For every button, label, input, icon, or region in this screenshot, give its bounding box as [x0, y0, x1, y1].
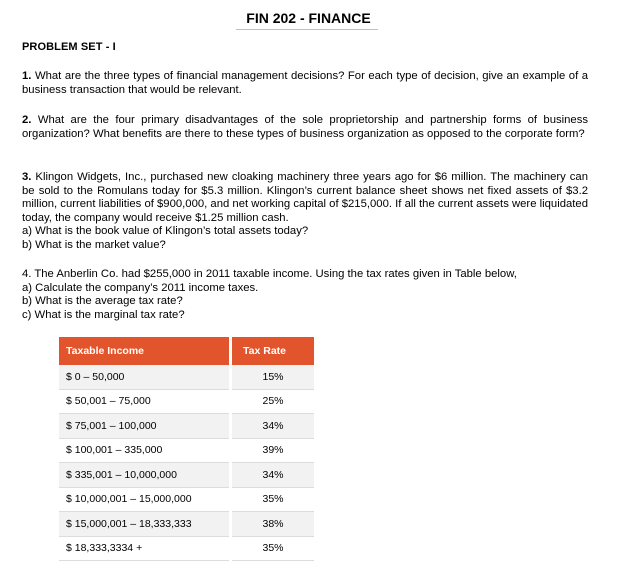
- question-3: [22, 171, 588, 252]
- taxable-income-cell: $ 75,001 – 100,000: [59, 414, 229, 439]
- header-tax-rate: Tax Rate: [232, 337, 314, 365]
- question-text: Klingon Widgets, Inc., purchased new cloaking machinery three years ago for $6 million. The machinery can be sold to the Romulans today for $5.3 million. Klingon’s current balance sheet shows net fixed assets of $3.2 million, current liabilities of $900,000, and net working capital of $215,000. If all the current assets were liquidated today, the company would receive $1.25 million cash.: [22, 171, 589, 224]
- tax-rate-cell: 15%: [232, 365, 314, 389]
- question-2: [22, 114, 588, 141]
- taxable-income-cell: $ 10,000,001 – 15,000,000: [59, 487, 229, 512]
- section-heading: PROBLEM SET - I: [22, 41, 116, 53]
- title-underline: [236, 29, 378, 30]
- tax-rate-table: [59, 337, 314, 561]
- taxable-income-cell: $ 15,000,001 – 18,333,333: [59, 512, 229, 537]
- tax-rate-cell: 39%: [232, 438, 314, 463]
- tax-rate-cell: 34%: [232, 463, 314, 488]
- table-row: [59, 487, 314, 512]
- table-row: [59, 389, 314, 414]
- tax-rate-cell: 38%: [232, 512, 314, 537]
- table-row: [59, 365, 314, 389]
- tax-rate-cell: 35%: [232, 487, 314, 512]
- question-number: 1.: [22, 70, 32, 82]
- table-header-row: [59, 337, 314, 365]
- question-1: [22, 70, 588, 97]
- table-row: [59, 536, 314, 561]
- question-number: 2.: [22, 114, 32, 126]
- taxable-income-cell: $ 18,333,3334 +: [59, 536, 229, 561]
- question-part: a) What is the book value of Klingon’s total assets today?: [22, 225, 309, 237]
- table-row: [59, 414, 314, 439]
- question-text: What are the four primary disadvantages of the sole proprietorship and partnership forms of business organization? What benefits are there to these types of business organization as opposed to the corporate form?: [22, 114, 589, 140]
- taxable-income-cell: $ 50,001 – 75,000: [59, 389, 229, 414]
- question-text: What are the three types of financial management decisions? For each type of decision, give an example of a business transaction that would be relevant.: [22, 70, 588, 96]
- question-number: 3.: [22, 171, 32, 183]
- header-taxable-income: Taxable Income: [59, 337, 229, 365]
- question-number: 4.: [22, 268, 32, 280]
- tax-rate-cell: 34%: [232, 414, 314, 439]
- tax-rate-cell: 25%: [232, 389, 314, 414]
- question-text: The Anberlin Co. had $255,000 in 2011 taxable income. Using the tax rates given in Table below,: [34, 268, 517, 280]
- question-part: a) Calculate the company’s 2011 income taxes.: [22, 281, 259, 294]
- question-part: b) What is the market value?: [22, 238, 166, 251]
- taxable-income-cell: $ 100,001 – 335,000: [59, 438, 229, 463]
- taxable-income-cell: $ 335,001 – 10,000,000: [59, 463, 229, 488]
- table-row: [59, 438, 314, 463]
- document-title: FIN 202 - FINANCE: [246, 10, 371, 26]
- table-row: [59, 463, 314, 488]
- table-row: [59, 512, 314, 537]
- question-part: b) What is the average tax rate?: [22, 295, 183, 307]
- question-part: c) What is the marginal tax rate?: [22, 308, 185, 321]
- question-4: [22, 268, 588, 322]
- tax-rate-cell: 35%: [232, 536, 314, 561]
- taxable-income-cell: $ 0 – 50,000: [59, 365, 229, 389]
